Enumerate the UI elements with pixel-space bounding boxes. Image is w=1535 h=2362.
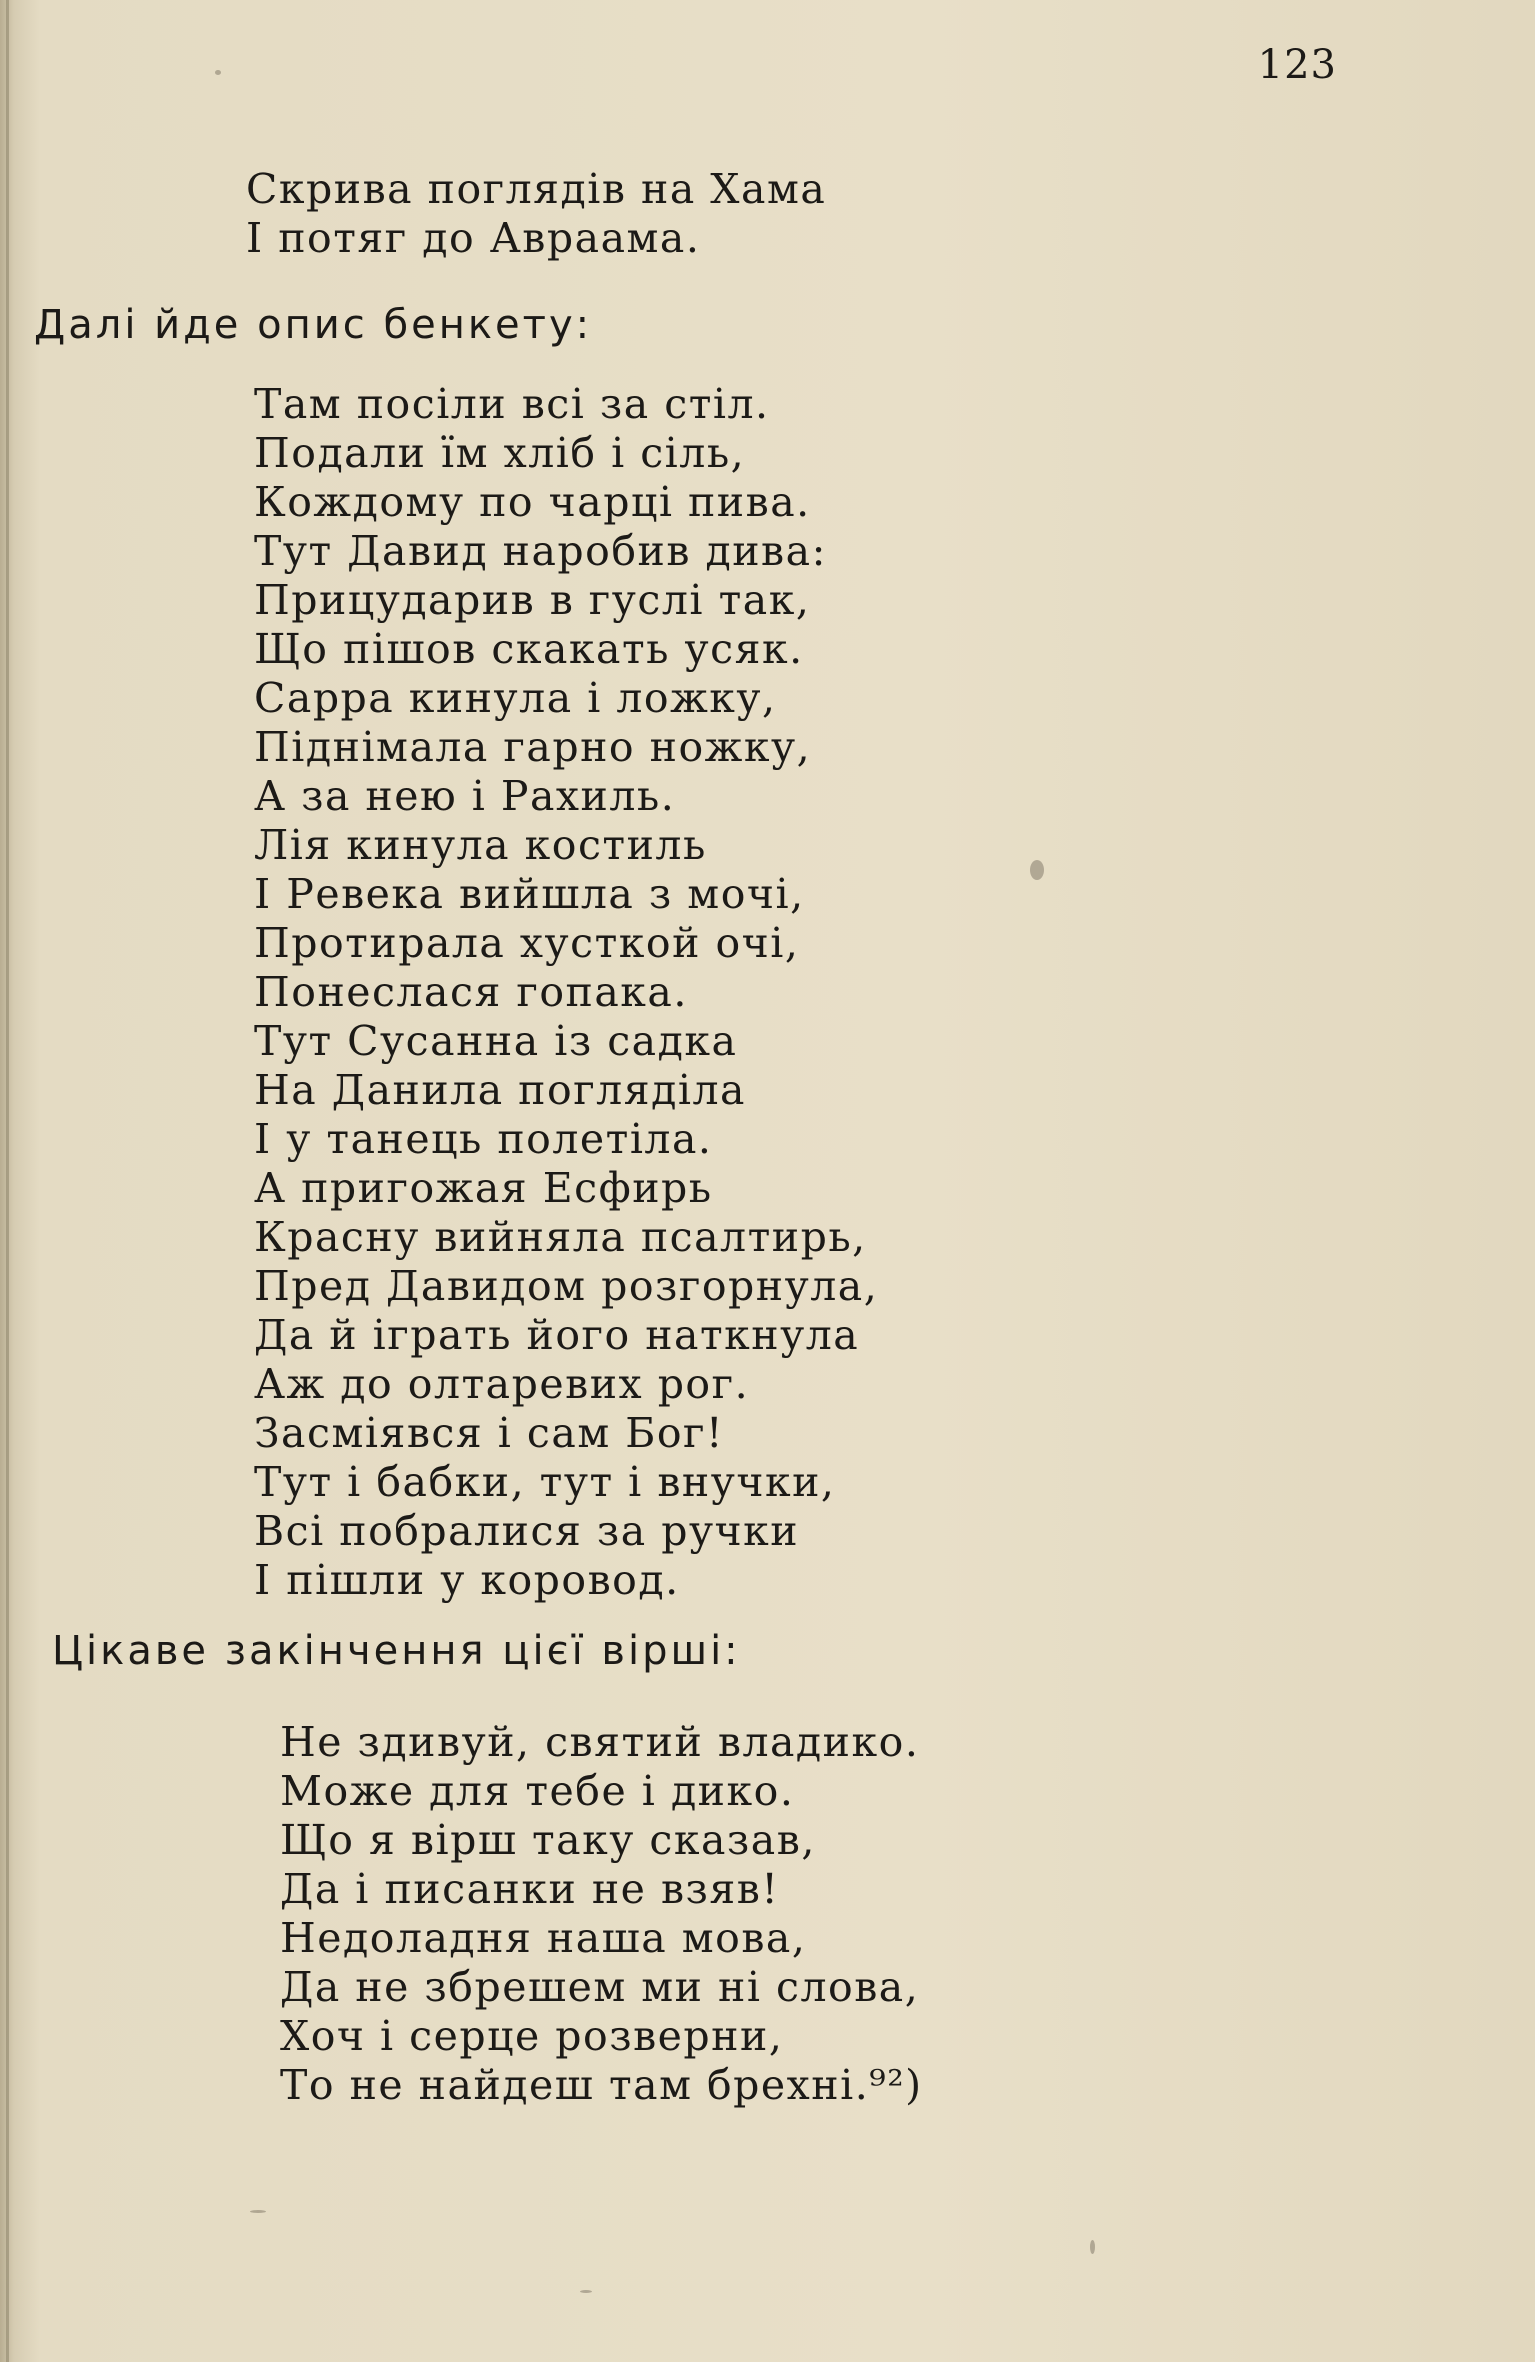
- paper-speck: [250, 2210, 266, 2213]
- verse-stanza-2: [254, 380, 878, 1605]
- verse-stanza-3: [280, 1718, 923, 2110]
- verse-line: Сарра кинула і ложку,: [254, 674, 777, 722]
- paper-speck: [580, 2290, 592, 2293]
- verse-line: Що пішов скакать усяк.: [254, 625, 804, 673]
- verse-line: Може для тебе і дико.: [280, 1767, 795, 1815]
- verse-stanza-1: [246, 165, 826, 263]
- verse-line: Засміявся і сам Бог!: [254, 1409, 725, 1457]
- verse-line: На Данила погляділа: [254, 1066, 746, 1114]
- verse-line: Тут і бабки, тут і внучки,: [254, 1458, 836, 1506]
- page-gutter: [6, 0, 9, 2362]
- verse-line: Прицударив в гуслі так,: [254, 576, 811, 624]
- verse-line: Що я вірш таку сказав,: [280, 1816, 816, 1864]
- verse-line: Лія кинула костиль: [254, 821, 707, 869]
- verse-line: Подали їм хліб і сіль,: [254, 429, 746, 477]
- verse-line: А за нею і Рахиль.: [254, 772, 676, 820]
- verse-line: То не найдеш там брехні.⁹²): [280, 2061, 923, 2109]
- prose-intro-feast: Далі йде опис бенкету:: [34, 302, 593, 348]
- verse-line: А пригожая Есфирь: [254, 1164, 713, 1212]
- verse-line: Там посіли всі за стіл.: [254, 380, 770, 428]
- verse-line: Да і писанки не взяв!: [280, 1865, 780, 1913]
- verse-line: Не здивуй, святий владико.: [280, 1718, 920, 1766]
- verse-line: Скрива поглядів на Хама: [246, 165, 827, 213]
- verse-line: І Ревека вийшла з мочі,: [254, 870, 805, 918]
- verse-line: Да й іграть його наткнула: [254, 1311, 860, 1359]
- verse-line: Красну вийняла псалтирь,: [254, 1213, 867, 1261]
- verse-line: Піднімала гарно ножку,: [254, 723, 812, 771]
- verse-line: Аж до олтаревих рог.: [254, 1360, 750, 1408]
- verse-line: Тут Давид наробив дива:: [254, 527, 827, 575]
- prose-intro-ending: Цікаве закінчення цієї вірші:: [52, 1628, 741, 1674]
- verse-line: І пішли у коровод.: [254, 1556, 680, 1604]
- verse-line: Да не збрешем ми ні слова,: [280, 1963, 920, 2011]
- verse-line: Понеслася гопака.: [254, 968, 688, 1016]
- verse-line: Протирала хусткой очі,: [254, 919, 800, 967]
- verse-line: Пред Давидом розгорнула,: [254, 1262, 879, 1310]
- paper-speck: [215, 70, 221, 75]
- verse-line: І у танець полетіла.: [254, 1115, 713, 1163]
- verse-line: І потяг до Авраама.: [246, 214, 701, 262]
- paper-speck: [1030, 860, 1044, 880]
- verse-line: Тут Сусанна із садка: [254, 1017, 738, 1065]
- verse-line: Всі побралися за ручки: [254, 1507, 800, 1555]
- verse-line: Недоладня наша мова,: [280, 1914, 807, 1962]
- verse-line: Кождому по чарці пива.: [254, 478, 811, 526]
- verse-line: Хоч і серце розверни,: [280, 2012, 784, 2060]
- paper-speck: [1090, 2240, 1095, 2254]
- page-number: 123: [1257, 42, 1337, 88]
